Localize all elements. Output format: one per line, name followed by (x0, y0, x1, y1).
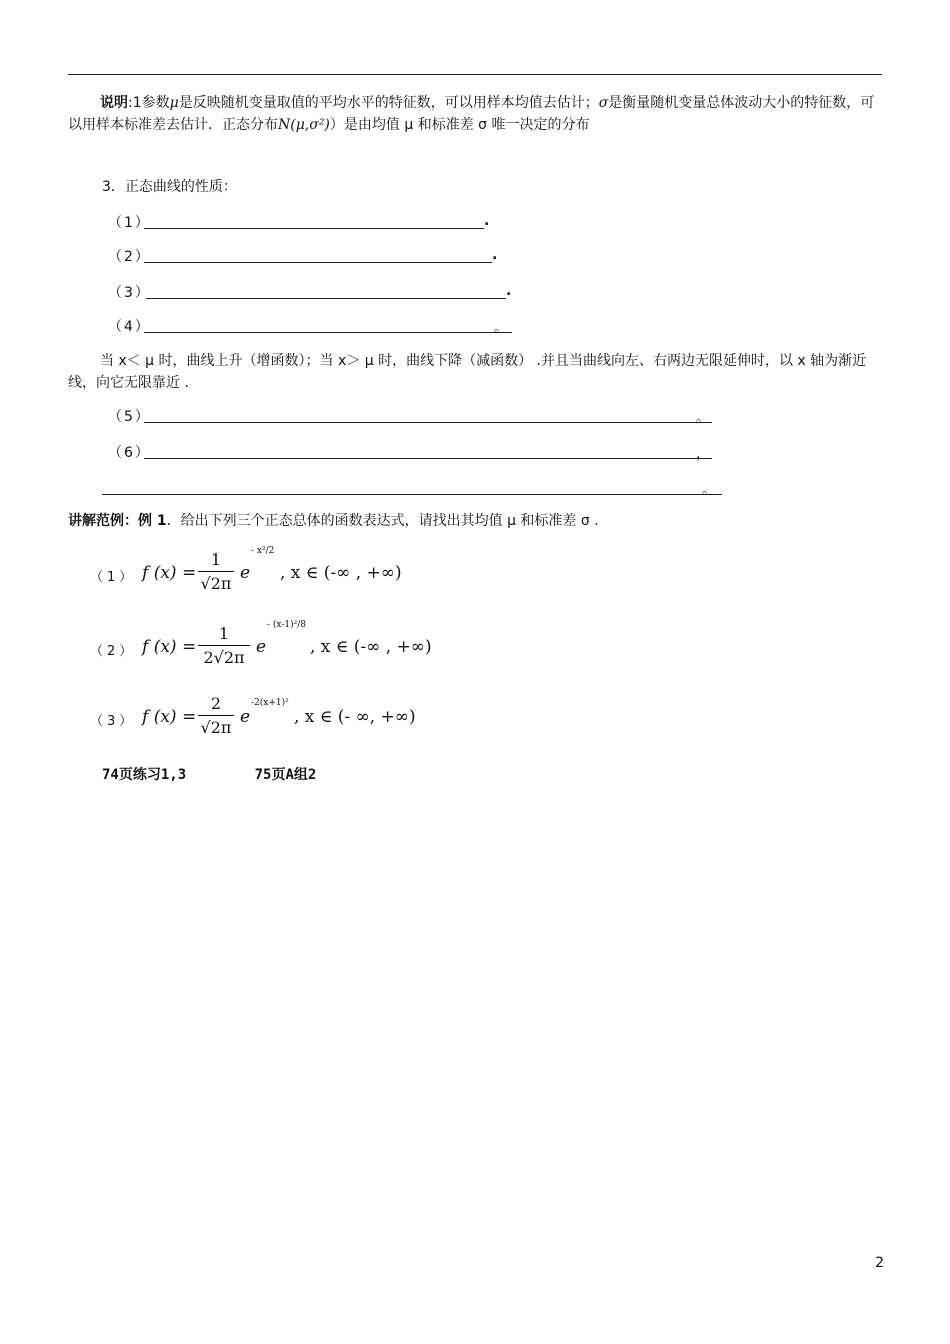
item-end-mark: ， (696, 446, 710, 462)
note-text-a: :1参数 (128, 95, 170, 111)
mu-symbol: μ (169, 95, 179, 111)
formula-lhs: f (x) = (142, 563, 197, 583)
blank-item-4[interactable] (108, 316, 528, 334)
formula-2 (90, 622, 510, 682)
example-text: ．给出下列三个正态总体的函数表达式，请找出其均值 μ 和标准差 σ . (166, 513, 599, 529)
fraction-bar (198, 715, 234, 716)
formula-domain: , x ∈ (-∞ , +∞) (310, 637, 432, 657)
blank-underline (146, 298, 506, 299)
fraction (198, 694, 234, 737)
item-number: （2） (108, 249, 151, 265)
page-number: 2 (875, 1255, 884, 1271)
blank-item-2[interactable] (108, 246, 508, 264)
formula-label: （1） (90, 570, 137, 585)
blank-underline (144, 422, 712, 423)
formula-3 (90, 692, 510, 752)
section-title: 3．正态曲线的性质： (102, 179, 237, 195)
normal-notation: N(μ,σ²) (278, 117, 330, 133)
blank-item-6[interactable] (108, 442, 728, 460)
item-end-mark: 。 (702, 482, 716, 498)
header-rule (68, 74, 882, 75)
blank-item-3[interactable] (108, 282, 528, 300)
item-end-mark: 。 (494, 320, 508, 336)
example-label: 讲解范例： (68, 513, 138, 529)
item-number: （6） (108, 445, 151, 461)
blank-underline (144, 262, 492, 263)
numerator: 1 (218, 624, 230, 643)
denominator: √2π (200, 574, 232, 593)
formula-label: （2） (90, 644, 137, 659)
numerator: 2 (210, 694, 222, 713)
note-text-b: 是反映随机变量取值的平均水平的特征数，可以用样本均值去估计； (178, 95, 599, 111)
note-paragraph (68, 92, 882, 136)
item-end-mark: . (492, 247, 498, 263)
formula-domain: , x ∈ (- ∞, +∞) (294, 707, 416, 727)
exponent: - (x-1)²/8 (267, 620, 306, 630)
homework-line (102, 764, 316, 784)
monotone-paragraph: 当 x＜ μ 时，曲线上升（增函数）；当 x＞ μ 时，曲线下降（减函数） .并且当曲线向左、右两边无限延伸时，以 x 轴为渐近线，向它无限靠近 . (68, 353, 867, 391)
homework-practice: 74页练习1,3 (102, 767, 187, 783)
note-label: 说明 (100, 95, 128, 111)
note-text-d: ）是由均值 μ 和标准差 σ 唯一决定的分布 (329, 117, 590, 133)
blank-underline (144, 458, 712, 459)
fraction (198, 550, 234, 593)
item-number: （5） (108, 409, 151, 425)
blank-item-1[interactable] (108, 212, 508, 230)
blank-underline (102, 494, 722, 495)
formula-lhs: f (x) = (142, 637, 197, 657)
blank-item-7[interactable] (102, 478, 732, 496)
blank-underline (144, 228, 484, 229)
fraction (198, 624, 250, 667)
exp-base: e (240, 563, 251, 583)
denominator: √2π (200, 718, 232, 737)
item-end-mark: . (506, 283, 512, 299)
exponent: -2(x+1)² (251, 698, 289, 708)
blank-item-5[interactable] (108, 406, 728, 424)
formula-domain: , x ∈ (-∞ , +∞) (280, 563, 402, 583)
exponent: - x²/2 (251, 546, 275, 556)
homework-group: 75页A组2 (254, 767, 317, 783)
item-number: （1） (108, 215, 151, 231)
item-end-mark: 。 (696, 410, 710, 426)
formula-lhs: f (x) = (142, 707, 197, 727)
exp-base: e (240, 707, 251, 727)
example-number: 例 1 (138, 513, 167, 529)
denominator: 2√2π (203, 648, 245, 667)
numerator: 1 (210, 550, 222, 569)
blank-underline (144, 332, 512, 333)
exp-base: e (256, 637, 267, 657)
sigma-symbol: σ (598, 95, 609, 111)
fraction-bar (198, 645, 250, 646)
item-end-mark: . (484, 213, 490, 229)
item-number: （4） (108, 319, 151, 335)
fraction-bar (198, 571, 234, 572)
note-text-c: 是衡量随机变量总体波动大小的特征数，可以用样本标准差去估计．正态分布 (68, 95, 875, 133)
formula-label: （3） (90, 714, 137, 729)
formula-1 (90, 548, 490, 608)
example-heading (68, 510, 882, 532)
item-number: （3） (108, 285, 151, 301)
